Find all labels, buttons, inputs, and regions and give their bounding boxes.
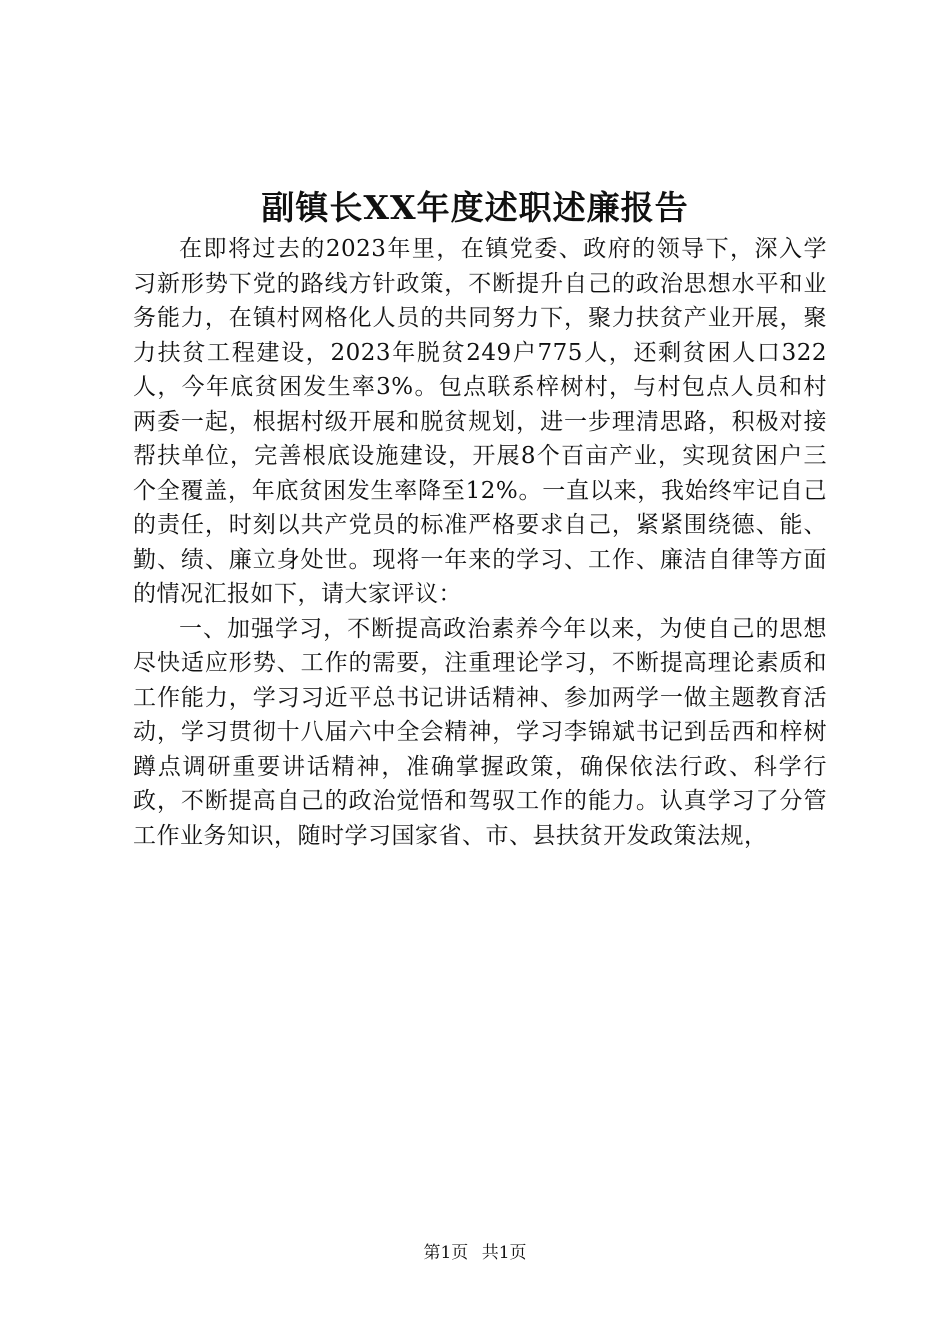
paragraph-section-one: 一、加强学习，不断提高政治素养今年以来，为使自己的思想尽快适应形势、工作的需要，注重理论学习，不断提高理论素质和工作能力，学习习近平总书记讲话精神、参加两学一做主题教育活动，学习贯彻十八届六中全会精神，学习李锦斌书记到岳西和梓树蹲点调研重要讲话精神，准确掌握政策，确保依法行政、科学行政，不断提高自己的政治觉悟和驾驭工作的能力。认真学习了分管工作业务知识，随时学习国家省、市、县扶贫开发政策法规， [133,615,827,849]
document-body [133,232,827,853]
paragraph-intro: 在即将过去的2023年里，在镇党委、政府的领导下，深入学习新形势下党的路线方针政策，不断提升自己的政治思想水平和业务能力，在镇村网格化人员的共同努力下，聚力扶贫产业开展，聚力扶贫工程建设，2023年脱贫249户775人，还剩贫困人口322人，今年底贫困发生率3%。包点联系梓树村，与村包点人员和村两委一起，根据村级开展和脱贫规划，进一步理清思路，积极对接帮扶单位，完善根底设施建设，开展8个百亩产业，实现贫困户三个全覆盖，年底贫困发生率降至12%。一直以来，我始终牢记自己的责任，时刻以共产党员的标准严格要求自己，紧紧围绕德、能、勤、绩、廉立身处世。现将一年来的学习、工作、廉洁自律等方面的情况汇报如下，请大家评议： [133,236,827,607]
document-title: 副镇长XX年度述职述廉报告 [261,188,689,227]
page-number-current: 第1页 [423,1243,469,1263]
page-number-total: 共1页 [481,1243,527,1263]
page-footer [0,1242,950,1264]
